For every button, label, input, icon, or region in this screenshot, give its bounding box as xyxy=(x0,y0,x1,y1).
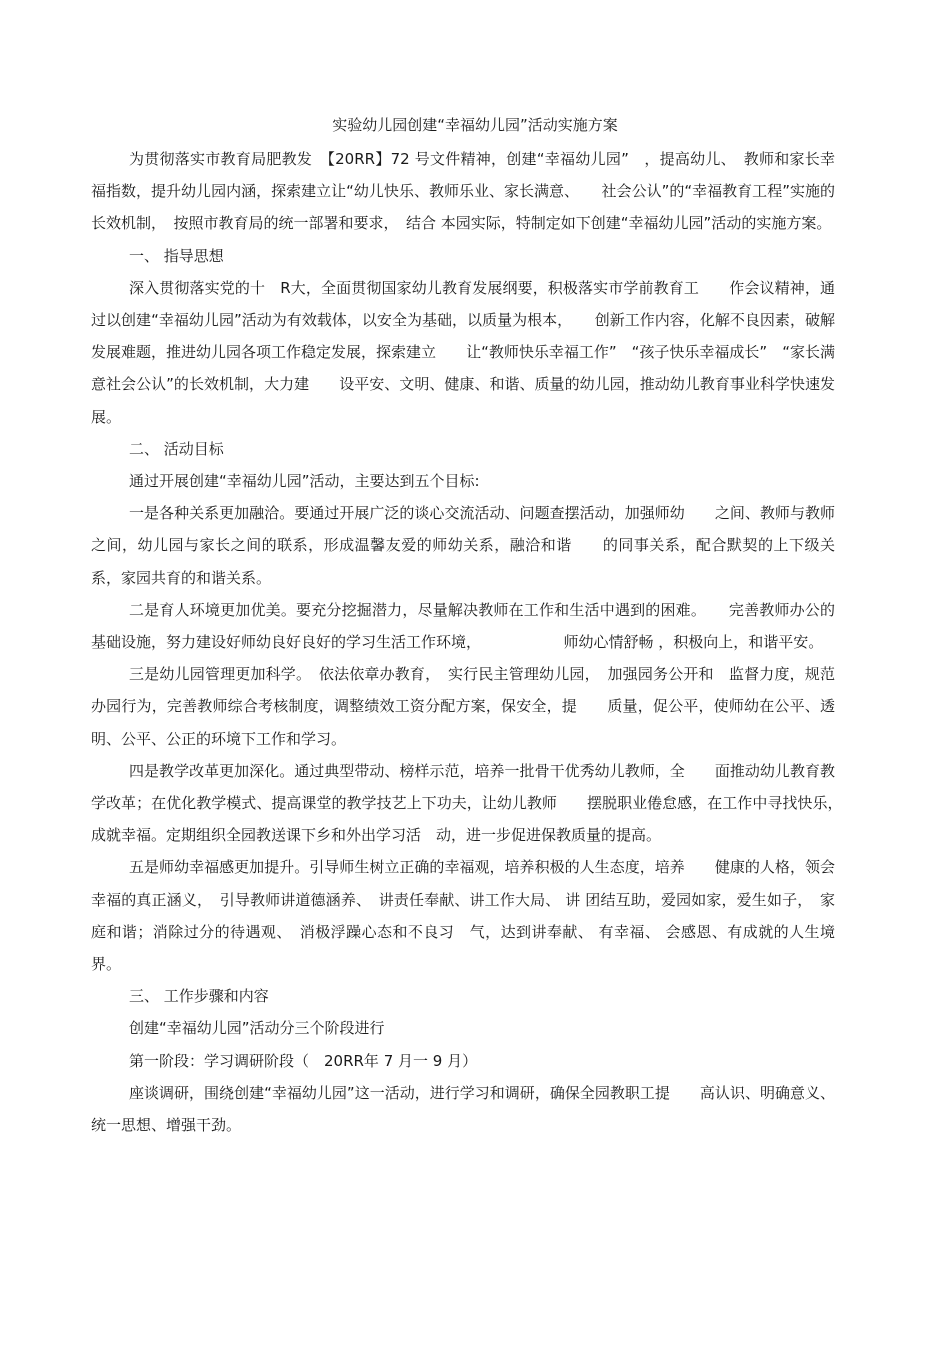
section-heading-activity-goals: 二、 活动目标 xyxy=(129,439,224,458)
paragraph-goals-intro: 通过开展创建“幸福幼儿园”活动，主要达到五个目标: xyxy=(129,472,480,491)
paragraph-goal-3: 三是幼儿园管理更加科学。 依法依章办教育， 实行民主管理幼儿园， 加强园务公开和 监督力度，规范办园行为，完善教师综合考核制度，调整绩效工资分配方案，保安全，提 质量，促公平，使师幼在公平、透明、公平、公正的环境下工作和学习。 xyxy=(91,665,835,748)
paragraph-stages-intro: 创建“幸福幼儿园”活动分三个阶段进行 xyxy=(129,1019,385,1038)
section-heading-guiding-ideology: 一、 指导思想 xyxy=(129,246,224,265)
paragraph-goal-4: 四是教学改革更加深化。通过典型带动、榜样示范，培养一批骨干优秀幼儿教师，全 面推动幼儿教育教学改革；在优化教学模式、提高课堂的教学技艺上下功夫，让幼儿教师 摆脱职业倦怠感，在工作中寻找快乐， 成就幸福。定期组织全园教送课下乡和外出学习活 动，进一步促进保教质量的提高。 xyxy=(91,761,851,845)
document-title: 实验幼儿园创建“幸福幼儿园”活动实施方案 xyxy=(332,116,618,134)
paragraph-guiding-ideology: 深入贯彻落实党的十 R大，全面贯彻国家幼儿教育发展纲要，积极落实市学前教育工 作会议精神，通过以创建“幸福幼儿园”活动为有效载体，以安全为基础，以质量为根本， 创新工作内容，化解不良因素，破解发展难题，推进幼儿园各项工作稳定发展，探索建立 让“教师快乐幸福工作” “孩子快乐幸福成长” “家长满意社会公认”的长效机制，大力建 设平安、文明、健康、和谐、质量的幼儿园，推动幼儿教育事业科学快速发展。 xyxy=(91,278,835,426)
paragraph-intro: 为贯彻落实市教育局肥教发 【20RR】72 号文件精神，创建“幸福幼儿园” ，提高幼儿、 教师和家长幸福指数，提升幼儿园内涵，探索建立让“幼儿快乐、教师乐业、家长满意、 社会公认”的“幸福教育工程”实施的长效机制， 按照市教育局的统一部署和要求， 结合 本园实际，特制定如下创建“幸福幼儿园”活动的实施方案。 xyxy=(91,150,835,233)
paragraph-stage-1-content: 座谈调研，围绕创建“幸福幼儿园”这一活动，进行学习和调研，确保全园教职工提 高认识、明确意义、统一思想、增强干劲。 xyxy=(91,1083,836,1135)
paragraph-stage-1-title: 第一阶段：学习调研阶段（ 20RR年 7 月一 9 月） xyxy=(129,1051,478,1070)
paragraph-goal-5: 五是师幼幸福感更加提升。引导师生树立正确的幸福观，培养积极的人生态度，培养 健康的人格，领会幸福的真正涵义， 引导教师讲道德涵养、 讲责任奉献、讲工作大局、 讲 团结互助，爱园如家，爱生如子， 家庭和谐；消除过分的待遇观、 消极浮躁心态和不良习 气，达到讲奉献、 有幸福、 会感恩、有成就的人生境界。 xyxy=(91,858,835,974)
paragraph-goal-2: 二是育人环境更加优美。要充分挖掘潜力，尽量解决教师在工作和生活中遇到的困难。 完善教师办公的基础设施，努力建设好师幼良好良好的学习生活工作环境， 师幼心情舒畅 ，积极向上，和谐平安。 xyxy=(91,600,835,652)
document-body xyxy=(91,143,851,1141)
section-heading-work-steps: 三、 工作步骤和内容 xyxy=(129,987,269,1006)
paragraph-goal-1: 一是各种关系更加融洽。要通过开展广泛的谈心交流活动、问题查摆活动，加强师幼 之间、教师与教师之间，幼儿园与家长之间的联系，形成温馨友爱的师幼关系，融洽和谐 的同事关系，配合默契的上下级关系，家园共育的和谐关系。 xyxy=(91,504,835,587)
